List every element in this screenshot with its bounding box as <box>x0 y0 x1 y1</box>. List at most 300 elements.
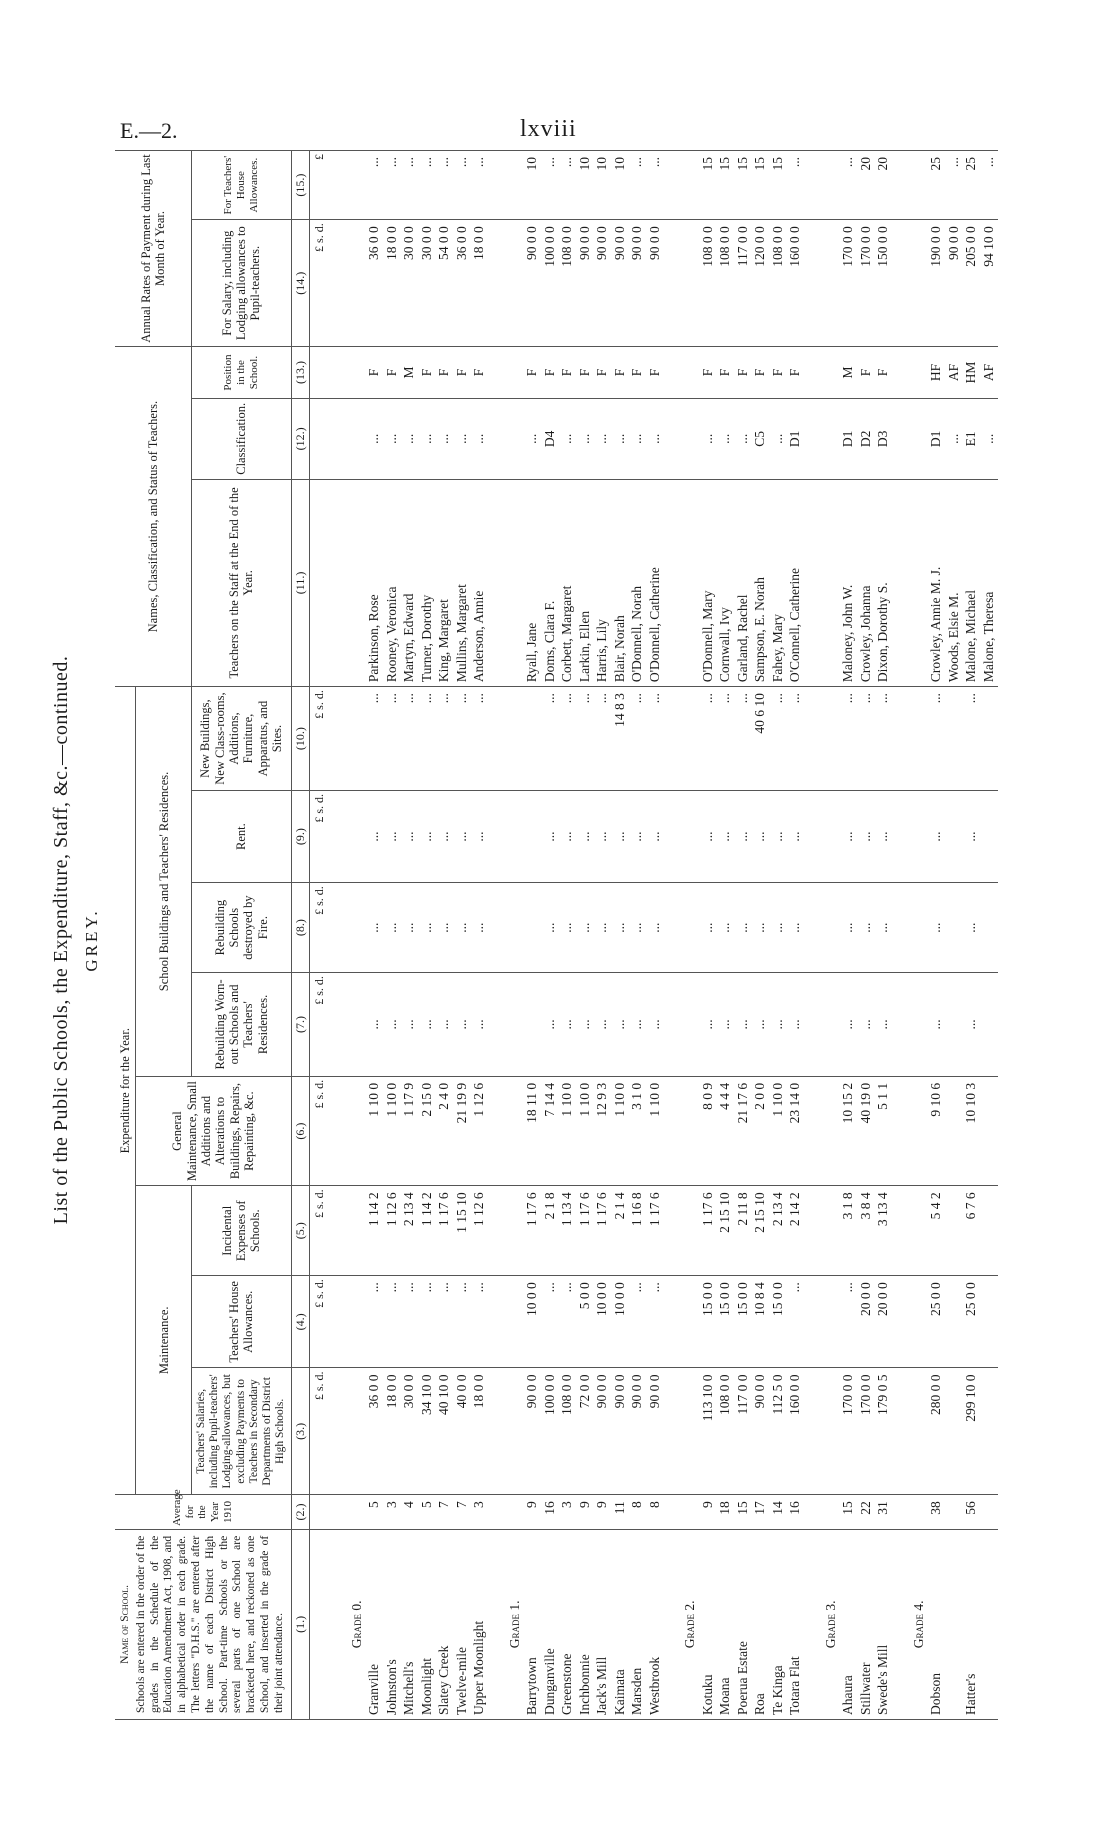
classification: D4 <box>541 398 559 479</box>
teachers-salaries: 160 0 0 <box>787 1368 805 1495</box>
average-attendance: 11 <box>611 1495 629 1530</box>
salary-rate: 30 0 0 <box>418 220 436 347</box>
house-allowance: 25 0 0 <box>963 1276 981 1368</box>
general-maintenance: 9 10 6 <box>928 1076 946 1186</box>
classification: ... <box>453 398 471 479</box>
salary-rate: 108 0 0 <box>769 220 787 347</box>
unit-label: £ s. d. <box>310 790 330 882</box>
classification: ... <box>980 398 998 479</box>
table-row <box>453 151 471 1720</box>
teacher-name: Cornwall, Ivy <box>717 479 735 686</box>
rebuild-fire: ... <box>734 883 752 973</box>
rates-group-header: Annual Rates of Payment during Last Month of Year. <box>115 151 192 347</box>
unit-label: £ s. d. <box>310 1368 330 1495</box>
teacher-name: Blair, Norah <box>611 479 629 686</box>
rebuild-fire: ... <box>787 883 805 973</box>
table-row <box>857 151 875 1720</box>
house-rate: 15 <box>717 151 735 220</box>
col-school-header <box>115 1529 291 1719</box>
general-maintenance: 3 1 0 <box>629 1076 647 1186</box>
col-average-header: Average for the Year 1910 <box>115 1495 291 1530</box>
house-allowance: 10 0 0 <box>524 1276 542 1368</box>
col-teachers-header: Teachers on the Staff at the End of the Year. <box>192 479 292 686</box>
general-maintenance: 10 15 2 <box>840 1076 858 1186</box>
table-row <box>436 151 454 1720</box>
teacher-name: Sampson, E. Norah <box>752 479 770 686</box>
new-buildings: ... <box>541 687 559 791</box>
teachers-salaries: 170 0 0 <box>857 1368 875 1495</box>
house-rate: ... <box>453 151 471 220</box>
col-rebuild-wornout-header: Rebuilding Worn-out Schools and Teachers' Residences. <box>192 973 292 1077</box>
rent: ... <box>857 790 875 882</box>
col-new-buildings-header: New Buildings, New Class-rooms, Additions, Furniture, Apparatus, and Sites. <box>192 687 292 791</box>
average-attendance: 14 <box>769 1495 787 1530</box>
general-maintenance: 8 0 9 <box>699 1076 717 1186</box>
rebuild-wornout: ... <box>611 973 629 1077</box>
house-allowance: ... <box>646 1276 664 1368</box>
classification: ... <box>383 398 401 479</box>
table-row <box>752 151 770 1720</box>
incidental-expenses: 3 13 4 <box>875 1186 893 1276</box>
schools-table <box>115 150 998 1720</box>
teachers-salaries: 90 0 0 <box>646 1368 664 1495</box>
house-allowance: ... <box>559 1276 577 1368</box>
rebuild-wornout <box>980 973 998 1077</box>
teacher-name: Crowley, Annie M. J. <box>928 479 946 686</box>
rebuild-fire: ... <box>875 883 893 973</box>
school-name: Upper Moonlight <box>471 1529 489 1719</box>
general-maintenance: 21 17 6 <box>734 1076 752 1186</box>
rebuild-wornout: ... <box>366 973 384 1077</box>
incidental-expenses: 2 14 2 <box>787 1186 805 1276</box>
house-rate: ... <box>629 151 647 220</box>
general-maintenance <box>945 1076 963 1186</box>
house-rate: 15 <box>752 151 770 220</box>
teachers-salaries: 18 0 0 <box>383 1368 401 1495</box>
table-row <box>717 151 735 1720</box>
grade-heading-row <box>496 151 524 1720</box>
house-rate: ... <box>383 151 401 220</box>
teachers-salaries: 280 0 0 <box>928 1368 946 1495</box>
rent: ... <box>963 790 981 882</box>
incidental-expenses: 3 8 4 <box>857 1186 875 1276</box>
table-row <box>471 151 489 1720</box>
teachers-salaries: 170 0 0 <box>840 1368 858 1495</box>
house-allowance: ... <box>418 1276 436 1368</box>
rebuild-wornout: ... <box>453 973 471 1077</box>
col-number: (9.) <box>291 790 310 882</box>
general-maintenance: 1 17 9 <box>401 1076 419 1186</box>
teacher-name: O'Donnell, Mary <box>699 479 717 686</box>
position: F <box>629 347 647 399</box>
house-rate: 10 <box>576 151 594 220</box>
teacher-name: Mullins, Margaret <box>453 479 471 686</box>
teacher-name: Dixon, Dorothy S. <box>875 479 893 686</box>
salary-rate: 90 0 0 <box>945 220 963 347</box>
school-name: Moonlight <box>418 1529 436 1719</box>
position: F <box>576 347 594 399</box>
teachers-salaries: 34 10 0 <box>418 1368 436 1495</box>
position: F <box>418 347 436 399</box>
new-buildings: ... <box>875 687 893 791</box>
school-name: Slatey Creek <box>436 1529 454 1719</box>
teachers-salaries <box>980 1368 998 1495</box>
spacer-row <box>330 151 338 1720</box>
house-allowance <box>945 1276 963 1368</box>
house-rate: 15 <box>769 151 787 220</box>
classification: ... <box>524 398 542 479</box>
house-rate: ... <box>436 151 454 220</box>
incidental-expenses: 1 15 10 <box>453 1186 471 1276</box>
general-maintenance <box>980 1076 998 1186</box>
house-rate: ... <box>646 151 664 220</box>
col-salaries-header: Teachers' Salaries, including Pupil-teachers' Lodging-allowances, but excluding Payments to Teachers in Secondary Departments of District High Schools. <box>192 1368 292 1495</box>
position: F <box>769 347 787 399</box>
table-row <box>611 151 629 1720</box>
col-school-note: Schools are entered in the order of the grades in the Schedule of the Education Amendment Act, 1908, and in alphabetical order in each grade. The letters "D.H.S." are entered after the name of each District High School. Part-time Schools or the several parts of one School are bracketed here, and reckoned as one School, and inserted in the grade of their joint attendance. <box>134 1535 285 1713</box>
col-rate-house-header: For Teachers' House Allowances. <box>192 151 292 220</box>
col-number: (8.) <box>291 883 310 973</box>
rent: ... <box>629 790 647 882</box>
average-attendance: 3 <box>383 1495 401 1530</box>
classification: ... <box>717 398 735 479</box>
table-row <box>401 151 419 1720</box>
rebuild-fire: ... <box>857 883 875 973</box>
teacher-name: Parkinson, Rose <box>366 479 384 686</box>
page-title: List of the Public Schools, the Expenditure, Staff, &c.—continued. <box>50 655 72 1225</box>
names-group-header: Names, Classification, and Status of Teachers. <box>115 347 192 687</box>
rebuild-wornout: ... <box>734 973 752 1077</box>
house-allowance: ... <box>471 1276 489 1368</box>
position: F <box>611 347 629 399</box>
teacher-name: Ryall, Jane <box>524 479 542 686</box>
rent: ... <box>471 790 489 882</box>
salary-rate: 190 0 0 <box>928 220 946 347</box>
house-allowance: 15 0 0 <box>717 1276 735 1368</box>
rebuild-fire: ... <box>383 883 401 973</box>
incidental-expenses: 2 13 4 <box>769 1186 787 1276</box>
house-rate: 10 <box>611 151 629 220</box>
house-allowance: 10 8 4 <box>752 1276 770 1368</box>
average-attendance: 8 <box>629 1495 647 1530</box>
average-attendance: 38 <box>928 1495 946 1530</box>
salary-rate: 170 0 0 <box>840 220 858 347</box>
new-buildings: ... <box>734 687 752 791</box>
average-attendance: 15 <box>734 1495 752 1530</box>
rent: ... <box>840 790 858 882</box>
teacher-name: Corbett, Margaret <box>559 479 577 686</box>
col-number: (10.) <box>291 687 310 791</box>
teacher-name: Doms, Clara F. <box>541 479 559 686</box>
rent: ... <box>734 790 752 882</box>
classification: D1 <box>928 398 946 479</box>
school-name <box>945 1529 963 1719</box>
salary-rate: 90 0 0 <box>594 220 612 347</box>
position: F <box>383 347 401 399</box>
col-house-allowance-header: Teachers' House Allowances. <box>192 1276 292 1368</box>
rent: ... <box>366 790 384 882</box>
maintenance-group-header: Maintenance. <box>136 1186 192 1495</box>
average-attendance: 9 <box>699 1495 717 1530</box>
teachers-salaries: 40 0 0 <box>453 1368 471 1495</box>
rebuild-wornout: ... <box>576 973 594 1077</box>
teachers-salaries: 179 0 5 <box>875 1368 893 1495</box>
grade-label: Grade 3. <box>812 1529 840 1719</box>
general-maintenance: 1 10 0 <box>769 1076 787 1186</box>
table-row <box>787 151 805 1720</box>
rebuild-fire: ... <box>594 883 612 973</box>
teacher-name: Crowley, Johanna <box>857 479 875 686</box>
rent: ... <box>594 790 612 882</box>
unit-label: £ <box>310 151 330 220</box>
position: HF <box>928 347 946 399</box>
average-attendance <box>945 1495 963 1530</box>
unit-label: £ s. d. <box>310 1186 330 1276</box>
house-rate: ... <box>787 151 805 220</box>
salary-rate: 36 0 0 <box>453 220 471 347</box>
position: M <box>401 347 419 399</box>
classification: ... <box>769 398 787 479</box>
average-attendance: 22 <box>857 1495 875 1530</box>
general-maintenance: 7 14 4 <box>541 1076 559 1186</box>
house-allowance: ... <box>541 1276 559 1368</box>
house-rate: ... <box>401 151 419 220</box>
classification: ... <box>594 398 612 479</box>
teacher-name: O'Donnell, Catherine <box>646 479 664 686</box>
spacer-row <box>488 151 496 1720</box>
general-maintenance: 2 4 0 <box>436 1076 454 1186</box>
rebuild-wornout <box>945 973 963 1077</box>
grade-label: Grade 1. <box>496 1529 524 1719</box>
classification: ... <box>401 398 419 479</box>
classification: ... <box>945 398 963 479</box>
col-number: (1.) <box>291 1529 310 1719</box>
house-allowance: ... <box>366 1276 384 1368</box>
rebuild-fire: ... <box>559 883 577 973</box>
school-name: Inchbonnie <box>576 1529 594 1719</box>
position: F <box>857 347 875 399</box>
average-attendance: 17 <box>752 1495 770 1530</box>
salary-rate: 120 0 0 <box>752 220 770 347</box>
rent <box>980 790 998 882</box>
average-attendance <box>980 1495 998 1530</box>
salary-rate: 54 0 0 <box>436 220 454 347</box>
table-row <box>594 151 612 1720</box>
classification: ... <box>471 398 489 479</box>
salary-rate: 100 0 0 <box>541 220 559 347</box>
school-name: Poerua Estate <box>734 1529 752 1719</box>
table-row <box>963 151 981 1720</box>
school-name: Ahaura <box>840 1529 858 1719</box>
incidental-expenses: 3 1 8 <box>840 1186 858 1276</box>
rebuild-fire: ... <box>541 883 559 973</box>
rebuild-fire: ... <box>646 883 664 973</box>
table-row <box>366 151 384 1720</box>
average-attendance: 8 <box>646 1495 664 1530</box>
new-buildings: ... <box>699 687 717 791</box>
incidental-expenses: 1 12 6 <box>383 1186 401 1276</box>
position: F <box>787 347 805 399</box>
house-allowance: 20 0 0 <box>875 1276 893 1368</box>
unit-label: £ s. d. <box>310 883 330 973</box>
average-attendance: 31 <box>875 1495 893 1530</box>
col-incidental-header: Incidental Expenses of Schools. <box>192 1186 292 1276</box>
col-school-title: Name of School. <box>119 1584 131 1664</box>
teachers-salaries: 90 0 0 <box>594 1368 612 1495</box>
teachers-salaries: 299 10 0 <box>963 1368 981 1495</box>
salary-rate: 90 0 0 <box>611 220 629 347</box>
rent <box>524 790 542 882</box>
new-buildings: ... <box>471 687 489 791</box>
general-maintenance: 10 10 3 <box>963 1076 981 1186</box>
position: F <box>366 347 384 399</box>
house-allowance: 15 0 0 <box>769 1276 787 1368</box>
general-maintenance: 1 10 0 <box>383 1076 401 1186</box>
table-row <box>646 151 664 1720</box>
salary-rate: 90 0 0 <box>646 220 664 347</box>
teachers-salaries: 90 0 0 <box>611 1368 629 1495</box>
house-allowance: ... <box>787 1276 805 1368</box>
rebuild-wornout: ... <box>646 973 664 1077</box>
teachers-salaries: 108 0 0 <box>559 1368 577 1495</box>
salary-rate: 108 0 0 <box>699 220 717 347</box>
teachers-salaries: 113 10 0 <box>699 1368 717 1495</box>
school-name: Kotuku <box>699 1529 717 1719</box>
teacher-name: Martyn, Edward <box>401 479 419 686</box>
rent: ... <box>699 790 717 882</box>
incidental-expenses: 1 16 8 <box>629 1186 647 1276</box>
incidental-expenses <box>945 1186 963 1276</box>
salary-rate: 108 0 0 <box>559 220 577 347</box>
unit-row <box>310 151 330 1720</box>
salary-rate: 205 0 0 <box>963 220 981 347</box>
spacer-row <box>804 151 812 1720</box>
house-allowance: 20 0 0 <box>857 1276 875 1368</box>
house-rate: 25 <box>928 151 946 220</box>
rebuild-wornout: ... <box>471 973 489 1077</box>
grade-label: Grade 2. <box>672 1529 700 1719</box>
house-rate: 20 <box>875 151 893 220</box>
house-rate: ... <box>980 151 998 220</box>
school-name: Dunganville <box>541 1529 559 1719</box>
rebuild-wornout: ... <box>928 973 946 1077</box>
average-attendance: 9 <box>594 1495 612 1530</box>
rebuild-fire: ... <box>366 883 384 973</box>
rebuild-fire: ... <box>401 883 419 973</box>
house-rate: ... <box>418 151 436 220</box>
general-maintenance: 1 12 6 <box>471 1076 489 1186</box>
school-name: Roa <box>752 1529 770 1719</box>
unit-label: £ s. d. <box>310 687 330 791</box>
rebuild-wornout: ... <box>594 973 612 1077</box>
house-allowance: ... <box>629 1276 647 1368</box>
col-rebuild-fire-header: Rebuilding Schools destroyed by Fire. <box>192 883 292 973</box>
table-row <box>699 151 717 1720</box>
classification: ... <box>734 398 752 479</box>
col-number: (2.) <box>291 1495 310 1530</box>
table-row <box>875 151 893 1720</box>
salary-rate: 90 0 0 <box>576 220 594 347</box>
classification: ... <box>559 398 577 479</box>
school-name: Mitchell's <box>401 1529 419 1719</box>
spacer-row <box>892 151 900 1720</box>
table-row <box>383 151 401 1720</box>
table-row <box>928 151 946 1720</box>
teacher-name: O'Donnell, Norah <box>629 479 647 686</box>
position: AF <box>945 347 963 399</box>
rebuild-fire <box>524 883 542 973</box>
rebuild-wornout: ... <box>418 973 436 1077</box>
average-attendance: 15 <box>840 1495 858 1530</box>
col-number: (12.) <box>291 398 310 479</box>
page-number: lxviii <box>520 116 577 142</box>
unit-label: £ s. d. <box>310 973 330 1077</box>
grade-label: Grade 4. <box>900 1529 928 1719</box>
school-name <box>980 1529 998 1719</box>
rent: ... <box>576 790 594 882</box>
rebuild-wornout: ... <box>401 973 419 1077</box>
classification: ... <box>576 398 594 479</box>
house-allowance: ... <box>401 1276 419 1368</box>
teacher-name: Garland, Rachel <box>734 479 752 686</box>
new-buildings: ... <box>857 687 875 791</box>
rebuild-wornout: ... <box>717 973 735 1077</box>
rent: ... <box>875 790 893 882</box>
rebuild-fire: ... <box>418 883 436 973</box>
classification: D1 <box>787 398 805 479</box>
teachers-salaries: 72 0 0 <box>576 1368 594 1495</box>
rebuild-wornout: ... <box>787 973 805 1077</box>
salary-rate: 160 0 0 <box>787 220 805 347</box>
position: F <box>734 347 752 399</box>
school-name: Barrytown <box>524 1529 542 1719</box>
table-row <box>541 151 559 1720</box>
teachers-salaries: 112 5 0 <box>769 1368 787 1495</box>
table-row <box>576 151 594 1720</box>
classification: ... <box>629 398 647 479</box>
teachers-salaries: 90 0 0 <box>524 1368 542 1495</box>
new-buildings: ... <box>366 687 384 791</box>
col-number: (15.) <box>291 151 310 220</box>
incidental-expenses <box>980 1186 998 1276</box>
rent: ... <box>401 790 419 882</box>
rebuild-wornout: ... <box>629 973 647 1077</box>
new-buildings: ... <box>928 687 946 791</box>
general-maintenance: 40 19 0 <box>857 1076 875 1186</box>
position: F <box>699 347 717 399</box>
col-number: (7.) <box>291 973 310 1077</box>
general-maintenance: 2 15 0 <box>418 1076 436 1186</box>
rebuild-wornout: ... <box>840 973 858 1077</box>
new-buildings: ... <box>436 687 454 791</box>
teacher-name: Turner, Dorothy <box>418 479 436 686</box>
position: F <box>717 347 735 399</box>
rebuild-wornout: ... <box>699 973 717 1077</box>
col-general-header: General Maintenance, Small Additions and Alterations to Buildings, Repairs, Repainting, &c. <box>136 1076 291 1186</box>
house-allowance: ... <box>453 1276 471 1368</box>
house-allowance <box>980 1276 998 1368</box>
house-allowance: 15 0 0 <box>699 1276 717 1368</box>
teacher-name: Larkin, Ellen <box>576 479 594 686</box>
house-allowance: ... <box>840 1276 858 1368</box>
rebuild-fire: ... <box>611 883 629 973</box>
table-row <box>524 151 542 1720</box>
incidental-expenses: 1 17 6 <box>576 1186 594 1276</box>
region-title: GREY. <box>82 908 101 972</box>
teachers-salaries: 100 0 0 <box>541 1368 559 1495</box>
incidental-expenses: 1 17 6 <box>436 1186 454 1276</box>
position: F <box>436 347 454 399</box>
